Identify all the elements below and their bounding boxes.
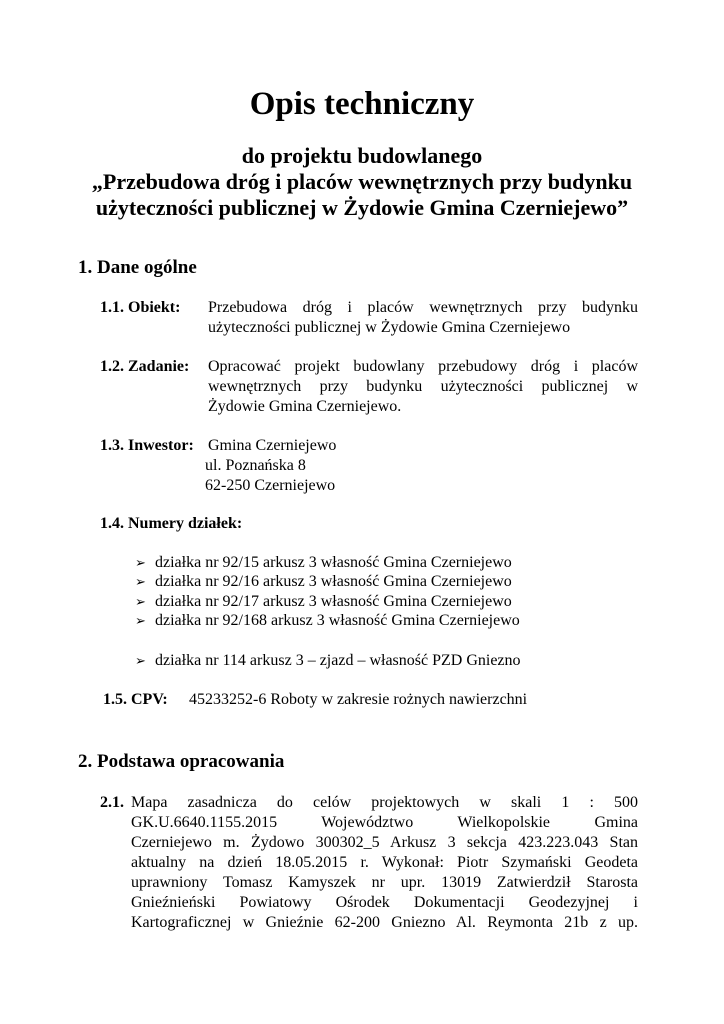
arrow-bullet-icon: ➢	[135, 614, 146, 629]
inwestor-line-3: 62-250 Czerniejewo	[205, 477, 336, 494]
document-title: Opis techniczny	[249, 86, 475, 122]
arrow-bullet-icon: ➢	[135, 595, 146, 610]
podstawa-line-5: uprawniony Tomasz Kamyszek nr upr. 13019 Zatwierdził Starosta	[131, 874, 638, 891]
arrow-bullet-icon: ➢	[135, 654, 146, 669]
podstawa-label: 2.1.	[100, 794, 124, 811]
list-item: ➢ działka nr 114 arkusz 3 – zjazd – własność PZD Gniezno	[135, 652, 521, 669]
dzialki-label: 1.4. Numery działek:	[100, 515, 243, 532]
podstawa-line-4: aktualny na dzień 18.05.2015 r. Wykonał: Piotr Szymański Geodeta	[131, 854, 638, 871]
section-1-heading: 1. Dane ogólne	[78, 257, 197, 278]
list-item: ➢ działka nr 92/168 arkusz 3 własność Gmina Czerniejewo	[135, 612, 520, 629]
section-2-heading: 2. Podstawa opracowania	[78, 751, 285, 772]
podstawa-line-2: GK.U.6640.1155.2015 Województwo Wielkopolskie Gmina	[131, 814, 638, 831]
obiekt-line-2: użyteczności publicznej w Żydowie Gmina Czerniejewo	[208, 319, 571, 336]
podstawa-line-7: Kartograficznej w Gnieźnie 62-200 Gniezno Al. Reymonta 21b z up.	[131, 914, 638, 931]
arrow-bullet-icon: ➢	[135, 575, 146, 590]
subtitle-line-1: do projektu budowlanego	[241, 143, 483, 168]
obiekt-line-1: Przebudowa dróg i placów wewnętrznych przy budynku	[208, 299, 638, 316]
arrow-bullet-icon: ➢	[135, 556, 146, 571]
podstawa-line-3: Czerniejewo m. Żydowo 300302_5 Arkusz 3 sekcja 423.223.043 Stan	[131, 834, 638, 851]
zadanie-line-2: wewnętrznych przy budynku użyteczności publicznej w	[208, 378, 638, 395]
podstawa-line-6: Gnieźnieński Powiatowy Ośrodek Dokumentacji Geodezyjnej i	[131, 894, 638, 911]
list-item: ➢ działka nr 92/15 arkusz 3 własność Gmina Czerniejewo	[135, 554, 512, 571]
podstawa-line-1: Mapa zasadnicza do celów projektowych w skali 1 : 500	[131, 794, 638, 811]
list-item: ➢ działka nr 92/16 arkusz 3 własność Gmina Czerniejewo	[135, 573, 512, 590]
inwestor-line-2: ul. Poznańska 8	[205, 457, 306, 474]
cpv-text: 45233252-6 Roboty w zakresie rożnych nawierzchni	[189, 691, 528, 708]
zadanie-line-3: Żydowie Gmina Czerniejewo.	[208, 398, 402, 415]
zadanie-label: 1.2. Zadanie:	[100, 358, 190, 375]
subtitle-line-3: użyteczności publicznej w Żydowie Gmina Czerniejewo”	[95, 195, 629, 220]
inwestor-label: 1.3. Inwestor:	[100, 437, 194, 454]
obiekt-label: 1.1. Obiekt:	[100, 299, 181, 316]
subtitle-line-2: „Przebudowa dróg i placów wewnętrznych przy budynku	[91, 169, 633, 194]
list-item: ➢ działka nr 92/17 arkusz 3 własność Gmina Czerniejewo	[135, 593, 512, 610]
cpv-label: 1.5. CPV:	[103, 691, 168, 708]
inwestor-line-1: Gmina Czerniejewo	[208, 437, 337, 454]
zadanie-line-1: Opracować projekt budowlany przebudowy dróg i placów	[208, 358, 638, 375]
